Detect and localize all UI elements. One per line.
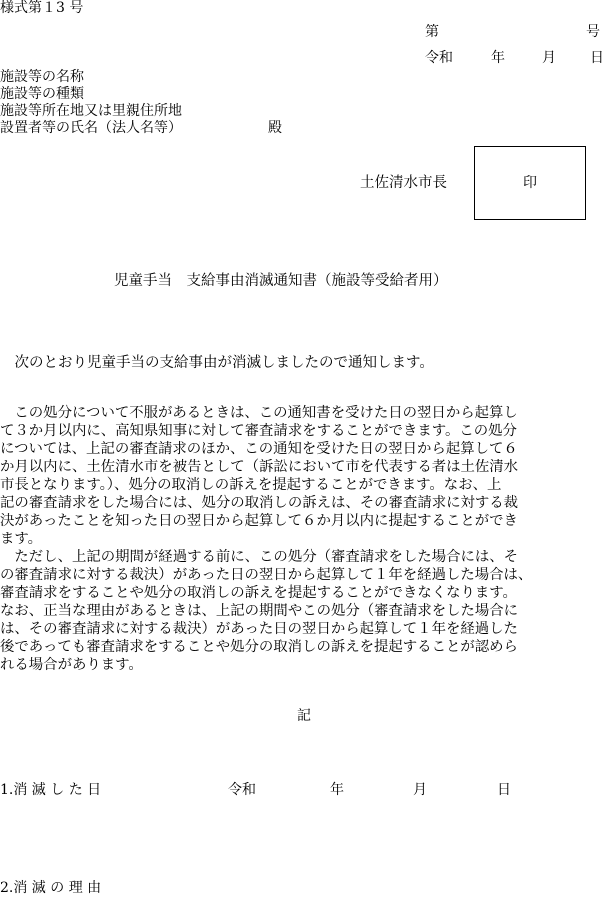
- notice-line: は、その審査請求に対する裁決）があった日の翌日から起算して１年を経過した: [0, 621, 518, 637]
- item1-era: 令和: [228, 782, 256, 798]
- document-title: 児童手当 支給事由消滅通知書（施設等受給者用）: [114, 273, 448, 289]
- doc-number-go: 号: [586, 24, 600, 40]
- notice-line: 市長となります。）、処分の取消しの訴えを提起することができます。なお、上: [0, 477, 502, 493]
- item1-month: 月: [413, 782, 427, 798]
- notice-line: か月以内に、土佐清水市を被告として（訴訟において市を代表する者は土佐清水: [0, 459, 519, 475]
- issuer: 土佐清水市長: [360, 175, 447, 191]
- item1-year: 年: [330, 782, 344, 798]
- notice-line: 審査請求をすることや処分の取消しの訴えを提起することができなくなります。: [0, 585, 517, 601]
- notice-line: なお、正当な理由があるときは、上記の期間やこの処分（審査請求をした場合に: [0, 603, 519, 619]
- notice-line: ただし、上記の期間が経過する前に、この処分（審査請求をした場合には、そ: [0, 549, 519, 565]
- notice-line: この処分について不服があるときは、この通知書を受けた日の翌日から起算し: [0, 405, 518, 421]
- notice-line: 後であっても審査請求をすることや処分の取消しの訴えを提起することが認めら: [0, 639, 518, 655]
- date-month: 月: [542, 50, 556, 66]
- facility-name-label: 施設等の名称: [0, 69, 84, 85]
- form-number: 様式第１3 号: [0, 0, 84, 16]
- item1-day: 日: [497, 782, 511, 798]
- seal-box: [474, 146, 586, 220]
- ki-heading: 記: [297, 708, 311, 724]
- notice-line: て３か月以内に、高知県知事に対して審査請求をすることができます。この処分: [0, 423, 517, 439]
- date-year: 年: [491, 50, 505, 66]
- item1-label: 1.消 滅 し た 日: [0, 782, 102, 798]
- notice-line: ます。: [0, 531, 43, 547]
- notice-line: 決があったことを知った日の翌日から起算して６か月以内に提起することができ: [0, 513, 518, 529]
- honorific: 殿: [268, 120, 282, 136]
- facility-type-label: 施設等の種類: [0, 86, 84, 102]
- doc-number-dai: 第: [425, 24, 439, 40]
- intro-text: 次のとおり児童手当の支給事由が消滅しましたので通知します。: [0, 355, 434, 371]
- item2-label: 2.消 滅 の 理 由: [0, 880, 102, 896]
- notice-line: の審査請求に対する裁決）があった日の翌日から起算して１年を経過した場合は、: [0, 567, 533, 583]
- appeal-notice: [0, 404, 606, 674]
- notice-line: については、上記の審査請求のほか、この通知を受けた日の翌日から起算して６: [0, 441, 518, 457]
- date-day: 日: [590, 50, 604, 66]
- facility-address-label: 施設等所在地又は里親住所地: [0, 103, 182, 119]
- date-era: 令和: [425, 50, 453, 66]
- notice-line: 記の審査請求をした場合には、処分の取消しの訴えは、その審査請求に対する裁: [0, 495, 519, 511]
- notice-line: れる場合があります。: [0, 657, 143, 673]
- operator-name-label: 設置者等の氏名（法人名等）: [0, 120, 182, 136]
- seal-label: 印: [523, 174, 537, 191]
